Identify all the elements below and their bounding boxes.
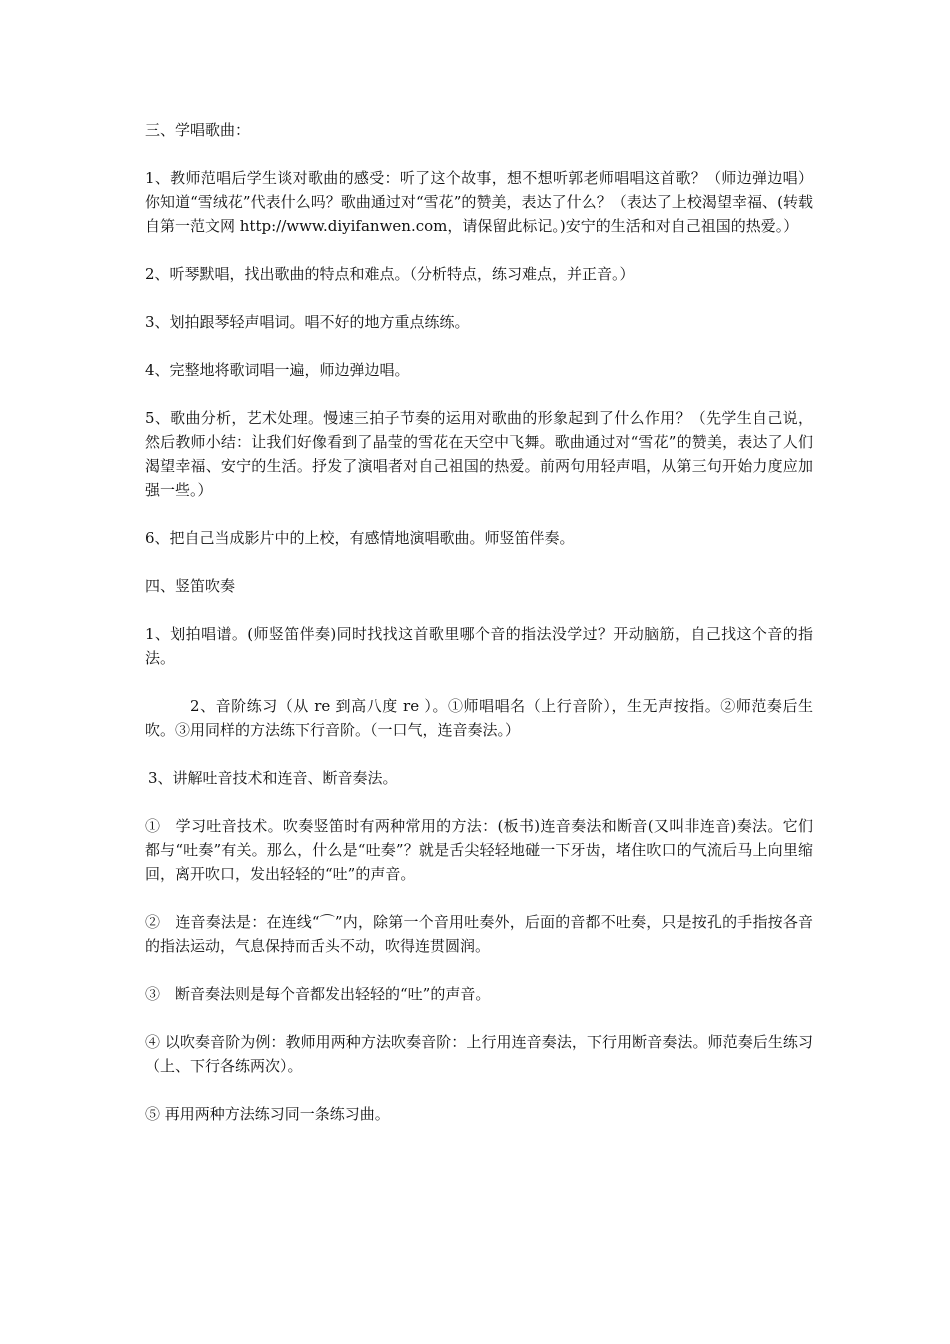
paragraph-recorder-3: 3、讲解吐音技术和连音、断音奏法。 [148, 769, 398, 787]
paragraph-step-6: 6、把自己当成影片中的上校，有感情地演唱歌曲。师竖笛伴奏。 [145, 529, 575, 547]
section-heading-recorder: 四、竖笛吹奏 [145, 577, 236, 595]
paragraph-step-2: 2、听琴默唱，找出歌曲的特点和难点。（分析特点，练习难点，并正音。） [145, 265, 635, 283]
paragraph-step-5: 5、歌曲分析，艺术处理。慢速三拍子节奏的运用对歌曲的形象起到了什么作用？（先学生自己说，然后教师小结：让我们好像看到了晶莹的雪花在天空中飞舞。歌曲通过对“雪花”的赞美，表达了人们渴望幸福、安宁的生活。抒发了演唱者对自己祖国的热爱。前两句用轻声唱，从第三句开始力度应加强一些。） [145, 409, 813, 499]
paragraph-step-3: 3、划拍跟琴轻声唱词。唱不好的地方重点练练。 [145, 313, 470, 331]
paragraph-legato: ② 连音奏法是：在连线“⌒”内，除第一个音用吐奏外，后面的音都不吐奏，只是按孔的手指按各音的指法运动，气息保持而舌头不动，吹得连贯圆润。 [145, 913, 813, 955]
paragraph-scale-example: ④ 以吹奏音阶为例：教师用两种方法吹奏音阶：上行用连音奏法，下行用断音奏法。师范奏后生练习（上、下行各练两次）。 [145, 1033, 813, 1075]
paragraph-etude: ⑤ 再用两种方法练习同一条练习曲。 [145, 1105, 390, 1123]
paragraph-tonguing: ① 学习吐音技术。吹奏竖笛时有两种常用的方法：(板书)连音奏法和断音(又叫非连音)奏法。它们都与“吐奏”有关。那么，什么是“吐奏”？就是舌尖轻轻地碰一下牙齿，堵住吹口的气流后马上向里缩回，离开吹口，发出轻轻的“吐”的声音。 [145, 817, 813, 883]
paragraph-recorder-2: 2、音阶练习（从 re 到高八度 re ）。①师唱唱名（上行音阶），生无声按指。②师范奏后生吹。③用同样的方法练下行音阶。（一口气，连音奏法。） [145, 697, 813, 739]
section-heading-learn-song: 三、学唱歌曲： [145, 121, 251, 139]
paragraph-recorder-1: 1、划拍唱谱。(师竖笛伴奏)同时找找这首歌里哪个音的指法没学过？开动脑筋，自己找这个音的指法。 [145, 625, 813, 667]
paragraph-staccato: ③ 断音奏法则是每个音都发出轻轻的“吐”的声音。 [145, 985, 491, 1003]
paragraph-step-4: 4、完整地将歌词唱一遍，师边弹边唱。 [145, 361, 410, 379]
paragraph-step-1: 1、教师范唱后学生谈对歌曲的感受：听了这个故事，想不想听郭老师唱唱这首歌？（师边弹边唱）你知道“雪绒花”代表什么吗？歌曲通过对“雪花”的赞美，表达了什么？（表达了上校渴望幸福、(转载自第一范文网 http://www.diyifanwen.com，请保留此标记。)安宁的生活和对自己祖国的热爱。） [145, 169, 813, 235]
document-page [145, 118, 813, 1150]
